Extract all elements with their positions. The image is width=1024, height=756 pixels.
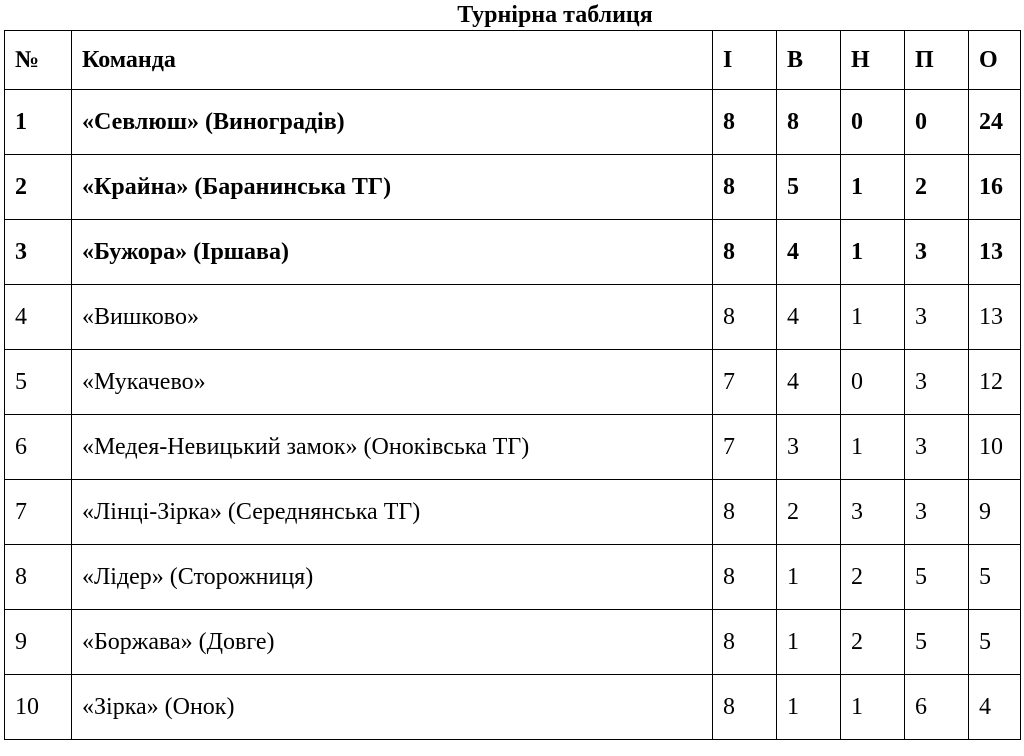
cell-losses: 5 (905, 545, 969, 610)
header-num: № (5, 31, 72, 90)
header-wins: В (777, 31, 841, 90)
cell-team: «Бужора» (Іршава) (72, 220, 713, 285)
cell-team: «Вишково» (72, 285, 713, 350)
cell-points: 13 (969, 285, 1021, 350)
cell-wins: 4 (777, 350, 841, 415)
header-draws: Н (841, 31, 905, 90)
cell-team: «Крайна» (Баранинська ТГ) (72, 155, 713, 220)
cell-games: 8 (713, 285, 777, 350)
cell-wins: 1 (777, 545, 841, 610)
table-row (5, 675, 1021, 740)
cell-wins: 2 (777, 480, 841, 545)
cell-losses: 3 (905, 415, 969, 480)
header-losses: П (905, 31, 969, 90)
table-row (5, 285, 1021, 350)
cell-wins: 5 (777, 155, 841, 220)
cell-losses: 6 (905, 675, 969, 740)
cell-wins: 3 (777, 415, 841, 480)
cell-team: «Зірка» (Онок) (72, 675, 713, 740)
cell-points: 5 (969, 610, 1021, 675)
table-row (5, 610, 1021, 675)
table-row (5, 350, 1021, 415)
standings-table (4, 30, 1021, 740)
table-row (5, 415, 1021, 480)
table-row (5, 220, 1021, 285)
table-title: Турнірна таблиця (457, 2, 653, 28)
cell-num: 4 (5, 285, 72, 350)
cell-team: «Медея-Невицький замок» (Оноківська ТГ) (72, 415, 713, 480)
cell-draws: 2 (841, 545, 905, 610)
header-team: Команда (72, 31, 713, 90)
cell-wins: 8 (777, 90, 841, 155)
cell-draws: 3 (841, 480, 905, 545)
cell-draws: 2 (841, 610, 905, 675)
table-row (5, 90, 1021, 155)
cell-num: 7 (5, 480, 72, 545)
table-row (5, 155, 1021, 220)
cell-losses: 3 (905, 480, 969, 545)
cell-num: 1 (5, 90, 72, 155)
cell-num: 2 (5, 155, 72, 220)
cell-draws: 1 (841, 415, 905, 480)
cell-draws: 0 (841, 90, 905, 155)
cell-team: «Мукачево» (72, 350, 713, 415)
cell-num: 8 (5, 545, 72, 610)
cell-points: 5 (969, 545, 1021, 610)
cell-games: 8 (713, 545, 777, 610)
header-games: І (713, 31, 777, 90)
header-points: О (969, 31, 1021, 90)
cell-wins: 4 (777, 285, 841, 350)
cell-num: 5 (5, 350, 72, 415)
cell-games: 8 (713, 480, 777, 545)
cell-wins: 1 (777, 610, 841, 675)
cell-losses: 3 (905, 220, 969, 285)
cell-wins: 4 (777, 220, 841, 285)
cell-draws: 1 (841, 285, 905, 350)
cell-team: «Севлюш» (Виноградів) (72, 90, 713, 155)
cell-num: 10 (5, 675, 72, 740)
header-row (5, 31, 1021, 90)
cell-team: «Лідер» (Сторожниця) (72, 545, 713, 610)
cell-draws: 0 (841, 350, 905, 415)
cell-points: 16 (969, 155, 1021, 220)
cell-points: 9 (969, 480, 1021, 545)
cell-num: 3 (5, 220, 72, 285)
table-row (5, 545, 1021, 610)
cell-num: 9 (5, 610, 72, 675)
cell-losses: 0 (905, 90, 969, 155)
cell-losses: 5 (905, 610, 969, 675)
cell-losses: 2 (905, 155, 969, 220)
cell-games: 7 (713, 415, 777, 480)
cell-games: 8 (713, 220, 777, 285)
cell-team: «Лінці-Зірка» (Середнянська ТГ) (72, 480, 713, 545)
cell-games: 7 (713, 350, 777, 415)
cell-draws: 1 (841, 155, 905, 220)
cell-points: 24 (969, 90, 1021, 155)
cell-losses: 3 (905, 350, 969, 415)
cell-draws: 1 (841, 675, 905, 740)
cell-points: 13 (969, 220, 1021, 285)
cell-points: 12 (969, 350, 1021, 415)
cell-team: «Боржава» (Довге) (72, 610, 713, 675)
cell-points: 4 (969, 675, 1021, 740)
cell-num: 6 (5, 415, 72, 480)
cell-games: 8 (713, 675, 777, 740)
cell-points: 10 (969, 415, 1021, 480)
cell-wins: 1 (777, 675, 841, 740)
cell-games: 8 (713, 155, 777, 220)
table-row (5, 480, 1021, 545)
cell-draws: 1 (841, 220, 905, 285)
cell-games: 8 (713, 90, 777, 155)
cell-games: 8 (713, 610, 777, 675)
cell-losses: 3 (905, 285, 969, 350)
